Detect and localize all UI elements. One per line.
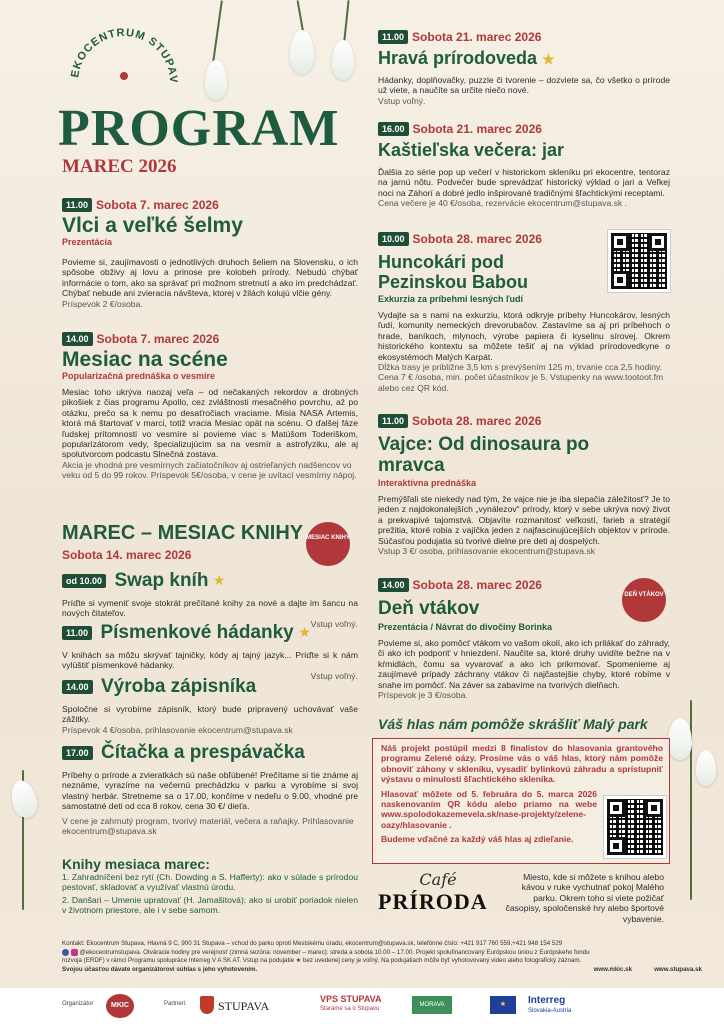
page-subtitle: MAREC 2026 xyxy=(62,156,177,177)
footer-funding: rozvoja (ERDF) v rámci Programu spolupráce Interreg V A SK AT. Vstup na podujatie ★ bez uvedenej ceny je voľný. Na podujatiach môže byť vyhotovovaný video alebo fotografický záznam. xyxy=(62,957,582,965)
organizer-label: Organizátor xyxy=(62,1001,94,1007)
vote-paragraph: Hlasovať môžete od 5. februára do 5. marca 2026 naskenovaním QR kódu alebo priamo na webe www.spolodokazemevela.sk/nase-projekty/zelene-oazy/hlasovanie . xyxy=(381,788,597,830)
event-type: Exkurzia za príbehmi lesných ľudí xyxy=(378,294,524,304)
book-item xyxy=(62,570,358,629)
star-icon: ★ xyxy=(542,51,555,67)
event-note: Príspevok 2 €/osoba. xyxy=(62,298,143,309)
stamp-text: DEŇ VTÁKOV xyxy=(624,592,664,598)
event-date: Sobota 7. marec 2026 xyxy=(96,331,220,346)
event-description: Hádanky, doplňovačky, puzzle či tvorenie – dozviete sa, čo všetko o prírode už viete, a naučíte sa určite niečo nové. xyxy=(378,75,670,96)
cafe-script: Café xyxy=(419,870,457,889)
event-description: Vydajte sa s nami na exkurziu, ktorá odkryje príbehy Huncokárov, lesných ľudí, komunity nemeckých drevorubačov. Zastavíme sa aj pri príbehoch o hrade, baníkoch, mlynoch, výrobe papiera či kyselinu sírovej. Okrem historického kontextu sa môžete tešiť aj na výklad prírodovedkyne o ekosystémoch Malých Karpát. xyxy=(378,310,670,362)
event-description: Premýšľali ste niekedy nad tým, že vajce nie je iba slepačia záležitosť? Je to jeden z najdokonalejších „vynálezov“ prírody, ktorý v sebe ukrýva nový život a prekvapivé tajomstvá. Objavíte rozmanitosť veľkostí, farieb a stratégií prežitia, ktoré robia z vajíčka jeden z najfascinujúcejších objektov v prírode. Súčasťou podujatia sú tvorivé dielne pre deti aj dospelých. xyxy=(378,494,670,546)
item-note: Vstup voľný. xyxy=(310,618,358,629)
time-badge: 11.00 xyxy=(378,414,408,428)
interreg-logo: Interreg xyxy=(528,995,566,1006)
event-note: Dĺžka trasy je približne 3,5 km s prevýšením 125 m, trvanie cca 2,5 hodiny. Cena 7 € /osoba, min. počet účastníkov je 5. Vstupenky na www.tootoot.fm alebo cez QR kód. xyxy=(378,362,664,393)
time-badge: 14.00 xyxy=(62,332,93,346)
book-month-title: MAREC – MESIAC KNIHY xyxy=(62,522,304,544)
stupava-crest-icon xyxy=(200,996,214,1014)
event-date: Sobota 28. marec 2026 xyxy=(412,231,542,246)
cafe-description: Miesto, kde si môžete s knihou alebo kávou v ruke vychutnať pokoj Malého parku. Okrem toho si viete požičať časopisy, spoločenské hry alebo športové vybavenie. xyxy=(505,872,664,924)
item-description: V knihách sa môžu skrývať tajničky, kódy aj tajný jazyk... Príďte si k nám vylúštiť písmenkové hádanky. xyxy=(62,650,358,671)
page-title: PROGRAM xyxy=(58,100,340,157)
vps-logo: VPS STUPAVA xyxy=(320,994,382,1004)
snowdrop-flower-icon xyxy=(205,60,227,100)
event-card xyxy=(62,330,358,481)
book-item xyxy=(62,742,358,836)
event-card xyxy=(378,28,670,106)
cafe-name: PRÍRODA xyxy=(378,889,488,914)
time-badge: 14.00 xyxy=(378,578,409,592)
event-title: Kaštieľska večera: jar xyxy=(378,140,565,160)
instagram-icon[interactable] xyxy=(71,949,78,956)
time-badge: 11.00 xyxy=(378,30,408,44)
time-badge: 10.00 xyxy=(378,232,409,246)
event-note: Akcia je vhodná pre vesmírnych začiatočníkov aj ostrieľaných nadšencov vo veku od 5 do 99 rokov. Príspevok 5€/osoba, v cene je uvítací vesmírny nápoj. xyxy=(62,459,357,481)
snowdrop-flower-icon xyxy=(332,40,354,80)
event-description: Mesiac toho ukrýva naozaj veľa – od nečakaných rekordov a drobných pikošiek z čias programu Apollo, cez zvláštnosti mesačného povrchu, až po otázku, prečo sa k nemu po desaťročiach vraciame. Misia NASA Artemis, ktorá má štartovať v marci, totiž vracia Mesiac opät na scénu. O ďalšej fáze ľudskej prítomnosti vo vesmíre si povieme viac s Matúšom Toderiškom, popularizátorom vedy, špecializujúcim sa na vesmír a astrofyziku, ale aj spolutvorcom podcastu Slnečná zostava. xyxy=(62,387,358,460)
star-icon: ★ xyxy=(212,572,226,589)
snowdrop-flower-icon xyxy=(7,778,40,821)
book-item xyxy=(62,622,358,681)
event-card xyxy=(378,412,670,556)
interreg-region: Slovakia-Austria xyxy=(528,1008,572,1014)
book-month-stamp xyxy=(306,522,350,566)
eu-flag-icon: ★ xyxy=(490,996,516,1014)
event-note: Vstup 3 €/ osoba, prihlasovanie ekocentrum@stupava.sk xyxy=(378,546,596,557)
ekocentrum-logo xyxy=(64,12,184,92)
vote-paragraph: Náš projekt postúpil medzi 8 finalistov do hlasovania grantového programu Zelené oázy. Prosíme vás o váš hlas, ktorý nám pomôže obnoviť záhony v skleníku, vysadiť bylinkovú záhradu a sprístupniť výstavu o minulosti šľachtického skleníka. xyxy=(381,743,663,785)
star-icon: ★ xyxy=(298,624,311,641)
book-month-date: Sobota 14. marec 2026 xyxy=(62,548,192,562)
event-description: Povieme si, ako pomôcť vtákom vo vašom okolí, ako ich prilákať do záhrady, či ako ich podporiť v hniezdení. Naučíte sa, ktoré druhy uvidíte bežne na v kŕmidlách, čomu sa vyvarovať a ako ich prikrmovať. Spomenieme aj zaujímavé prípady záchrany vtákov či najčastejšie chyby, ktoré robíme v snahe im pomôcť. Na záver sa zabavíme na tvorivých dielňach. xyxy=(378,638,670,690)
time-badge: od 10.00 xyxy=(62,574,106,588)
mkic-logo: MKIC xyxy=(106,994,134,1018)
book-item xyxy=(62,676,358,735)
qr-code-icon[interactable] xyxy=(604,796,666,858)
snowdrop-flower-icon xyxy=(668,718,692,760)
time-badge: 11.00 xyxy=(62,198,92,212)
event-note: Vstup voľný. xyxy=(378,95,426,106)
event-title: Deň vtákov xyxy=(378,598,480,619)
event-title: Hravá prírodoveda xyxy=(378,48,538,68)
morava-logo: MORAVA xyxy=(412,996,452,1014)
event-type: Prezentácia xyxy=(62,237,113,247)
time-badge: 16.00 xyxy=(378,122,409,136)
snowdrop-flower-icon xyxy=(696,750,716,786)
stamp-text: MESIAC KNIHY xyxy=(306,535,350,541)
qr-code-icon[interactable] xyxy=(608,230,670,292)
partners-label: Partneri: xyxy=(164,1001,187,1007)
event-type: Prezentácia / Návrat do divočiny Borinka xyxy=(378,622,553,632)
event-date: Sobota 21. marec 2026 xyxy=(412,29,542,44)
vote-thanks: Budeme vďačné za každý váš hlas aj zdieľanie. xyxy=(381,834,574,845)
event-card xyxy=(378,120,670,209)
item-description: Príďte si vymeniť svoje stokrát prečítané knihy za nové a dajte im šancu na nových čitateľov. xyxy=(62,598,358,619)
books-title: Knihy mesiaca marec: xyxy=(62,856,210,872)
books-of-month xyxy=(62,856,358,916)
event-title: Huncokári pod Pezinskou Babou xyxy=(378,252,529,292)
book-entry: 2. Danšari – Umenie upratovať (H. Jamašitová): ako si urobiť poriadok nielen v životnom priestore, ale i v sebe samom. xyxy=(62,894,358,916)
snowdrop-flower-icon xyxy=(290,30,314,74)
logo-strip xyxy=(0,988,724,1024)
footer-consent: Svojou účasťou dávate organizátorovi súhlas s jeho vyhotovením. xyxy=(62,965,258,973)
footer-info xyxy=(62,940,702,975)
event-description: Ďalšia zo série pop up večerí v historickom skleníku pri ekocentre, tentoraz na jarnú nôtu. Podvečer bude sprevádzať historický výklad o jari a Veľkej noci na Záhorí a dobré jedlo inšpirované tradičnými šľachtickými receptami. xyxy=(378,167,670,198)
cafe-logo xyxy=(378,870,498,915)
time-badge: 11.00 xyxy=(62,626,92,640)
book-entry: 1. Zahradníčení bez rytí (Ch. Dowding a S. Hafferty): ako v súlade s prírodou pestovať, skladovať a využívať vlastnú úrodu. xyxy=(62,872,358,893)
vote-title: Váš hlas nám pomôže skrášliť Malý park xyxy=(378,716,648,732)
event-card xyxy=(62,196,358,309)
event-date: Sobota 7. marec 2026 xyxy=(96,197,219,212)
item-description: Spoločne si vyrobíme zápisník, ktorý bude pripravený uchovávať vaše zážitky. xyxy=(62,704,358,725)
stupava-logo: STUPAVA xyxy=(218,999,270,1013)
time-badge: 17.00 xyxy=(62,746,93,760)
event-note: Príspevok je 3 €/osoba. xyxy=(378,690,468,701)
event-title: Vlci a veľké šelmy xyxy=(62,214,243,237)
event-date: Sobota 28. marec 2026 xyxy=(412,577,542,592)
item-note: Príspevok 4 €/osoba, prihlasovanie ekocentrum@stupava.sk xyxy=(62,724,293,735)
item-title: Swap kníh xyxy=(114,570,209,591)
bird-day-stamp xyxy=(622,578,666,622)
event-description: Povieme si, zaujímavosti o jednotlivých druhoch šeliem na Slovensku, o ich spôsobe obživy aj lovu a prinose pre kolobeh prírody. Nebudú chýbať informácie o tom, ako sa správať pri možnom stretnutí a ako im predchádzať. Chýbať nebude ani zvieracia návšteva, ktorej v žilách kolujú vlčie gény. xyxy=(62,257,358,299)
event-date: Sobota 21. marec 2026 xyxy=(412,121,542,136)
item-note: Vstup voľný. xyxy=(310,670,358,681)
event-date: Sobota 28. marec 2026 xyxy=(412,413,542,428)
footer-social: @ekocentrumstupava. Otváracie hodiny pre verejnosť (zimná sezóna: november – marec): streda a sobota 10.00 – 17.00. Projekt spolufinancovaný Európskou úniou z Európskeho fondu xyxy=(79,948,590,956)
facebook-icon[interactable] xyxy=(62,949,69,956)
event-type: Interaktívna prednáška xyxy=(378,478,477,488)
vps-slogan: Staráme sa o Stupavu xyxy=(320,1006,380,1012)
event-note: Cena večere je 40 €/osoba, rezervácie ekocentrum@stupava.sk . xyxy=(378,198,628,209)
web-link[interactable]: www.mkic.sk xyxy=(593,965,633,973)
time-badge: 14.00 xyxy=(62,680,93,694)
event-type: Popularizačná prednáška o vesmíre xyxy=(62,371,216,381)
item-note: V cene je zahrnutý program, tvorivý materiál, večera a raňajky. Prihlasovanie ekocentrum@stupava.sk xyxy=(62,815,354,837)
item-title: Čítačka a prespávačka xyxy=(100,742,305,763)
item-description: Príbehy o prírode a zvieratkách sú naše obľúbené! Prečítame si tie známe aj neznáme, vyrazíme na večernú prechádzku v parku a vyrobíme si svoj vlastný herbár. Stretneme sa o 17.00, končíme v nedeľu o 9.00, vhodné pre samostatné deti od cca 8 rokov, cena 30 €/ dieťa. xyxy=(62,770,358,812)
event-title: Vajce: Od dinosaura po mravca xyxy=(378,434,590,476)
footer-contact: Kontakt: Ekocentrum Stupava, Hlavná 9 C, 900 31 Stupava – vchod do parku oproti Mestskému úradu, ekocentrum@stupava.sk, telefónne číslo: +421 917 760 559,+421 948 154 529 xyxy=(62,940,563,947)
item-title: Písmenkové hádanky xyxy=(100,622,294,643)
org-arc-text: EKOCENTRUM STUPAV xyxy=(69,26,180,84)
web-link[interactable]: www.stupava.sk xyxy=(654,965,702,973)
item-title: Výroba zápisníka xyxy=(100,676,257,697)
event-title: Mesiac na scéne xyxy=(62,348,228,371)
